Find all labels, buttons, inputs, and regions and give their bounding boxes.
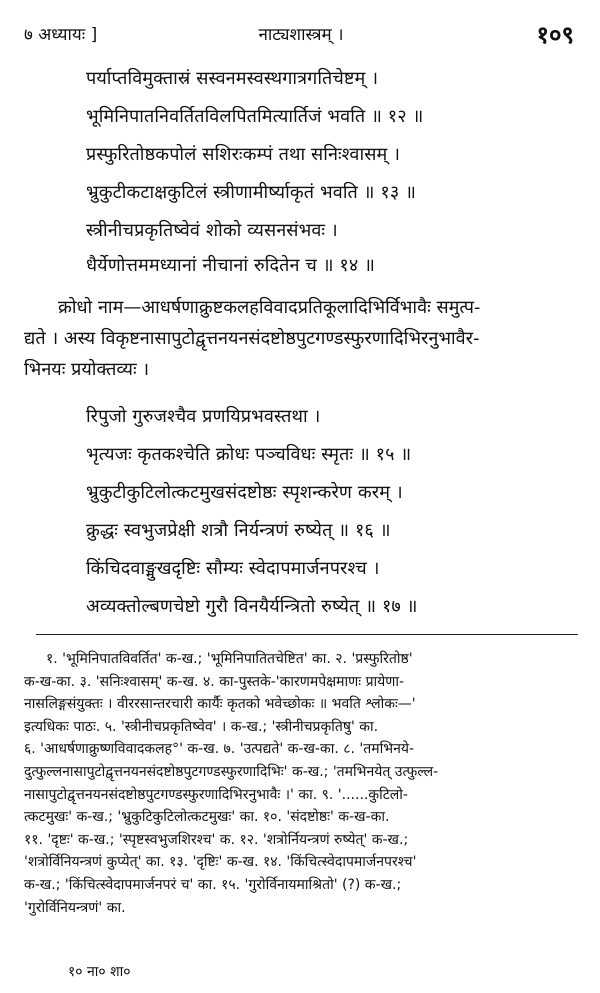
verse-line: किंचिदवाङ्मुखदृष्टिः सौम्यः स्वेदापमार्जनपरश्च । [86,558,380,579]
verse-line: स्त्रीनीचप्रकृतिष्वेवं शोको व्यसनसंभवः । [86,220,338,241]
verse-line: प्रस्फुरितोष्ठकपोलं सशिरःकम्पं तथा सनिःश्वासम् । [86,144,401,165]
prose-line: द्यते । अस्य विकृष्टनासापुटोद्वृत्तनयनसंदष्टोष्ठपुटगण्डस्फुरणादिभिरनुभावैर- [24,328,480,349]
running-header [24,18,578,48]
verse-line: भूमिनिपातनिवर्तितविलपितमित्यार्तिजं भवति ॥ १२ ॥ [86,106,424,127]
footnote-line: क-ख.; 'किंचित्स्वेदापमार्जनपरं च' का. १५. 'गुरोर्विनायमाश्रितो' (?) क-ख.; [24,876,402,893]
footnote-line: इत्यधिकः पाठः. ५. 'स्त्रीनीचप्रकृतिष्वेव' । क-ख.; 'स्त्रीनीचप्रकृतिषु' का. [24,718,379,735]
footnote-line: ६. 'आधर्षणाक्रुष्णविवादकलह°' क-ख. ७. 'उत्पद्यते' क-ख-का. ८. 'तमभिनये- [24,741,415,758]
footnote-line: 'शत्रोर्विनियन्त्रणं कुप्येत्' का. १३. 'दृष्टिः' क-ख. १४. 'किंचित्स्वेदापमार्जनपरश्च' [24,854,417,871]
verse-line: धैर्येणोत्तममध्यानां नीचानां रुदितेन च ॥ १४ ॥ [86,255,376,276]
verse-line: अव्यक्तोल्बणचेष्टो गुरौ विनयैर्यन्त्रितो रुष्येत् ॥ १७ ॥ [86,596,418,617]
footnotes [24,648,578,919]
footnote-divider [36,634,578,635]
chapter-label: ७ अध्यायः ] [24,25,98,45]
footnote-line: क-ख-का. ३. 'सनिःश्वासम्' क-ख. ४. का-पुस्तके-'कारणमपेक्षमाणः प्रायेणा- [24,673,405,690]
footnote-line: ११. 'दृष्टः' क-ख.; 'स्पृष्टस्वभुजशिरश्च' क. १२. 'शत्रोर्नियन्त्रणं रुष्येत्' क-ख.; [24,831,409,848]
verse-line: भ्रुकुटीकटाक्षकुटिलं स्त्रीणामीर्ष्याकृतं भवति ॥ १३ ॥ [86,182,416,203]
prose-line: क्रोधो नाम—आधर्षणाक्रुष्टकलहविवादप्रतिकूलादिभिर्विभावैः समुत्प- [58,297,481,318]
signature-mark: १० ना० शा० [68,964,131,980]
verse-line: भृत्यजः कृतकश्चेति क्रोधः पञ्चविधः स्मृतः ॥ १५ ॥ [86,444,412,465]
footnote-line: नासलिङ्गसंयुक्तः । वीररसान्तरचारी कार्यैः कृतको भवेच्छोकः ॥ भवति श्लोकः—' [24,696,416,713]
footnote-line: 'गुरोर्विनियन्त्रणं' का. [24,899,126,916]
footnote-line: त्कटमुखः' क-ख.; 'भ्रुकुटिकुटिलोत्कटमुखः' का. १०. 'संदष्टोष्ठः' क-ख-का. [24,809,390,826]
page-number: १०९ [536,21,574,49]
footnote-line: दुत्फुल्लनासापुटोद्वृत्तनयनसंदष्टोष्ठपुटगण्डस्फुरणादिभिः' क-ख.; 'तमभिनयेत् उत्फुल्ल- [24,763,439,780]
footnote-line: नासापुटोद्वृत्तनयनसंदष्टोष्ठपुटगण्डस्फुरणादिभिरनुभावैः ।' का. ९. '......कुटिलो- [24,786,408,803]
prose-paragraph [24,292,578,385]
footnote-line: १. 'भूमिनिपातविवर्तित' क-ख.; 'भूमिनिपातितचेष्टित' का. २. 'प्रस्फुरितोष्ठ' [46,651,413,667]
verse-line: पर्याप्तविमुक्तास्रं सस्वनमस्वस्थगात्रगतिचेष्टम् । [86,68,379,89]
verse-line: रिपुजो गुरुजश्चैव प्रणयिप्रभवस्तथा । [86,406,321,427]
verse-line: भ्रुकुटीकुटिलोत्कटमुखसंदष्टोष्ठः स्पृशन्करेण करम् । [86,482,403,503]
book-title: नाट्यशास्त्रम् । [258,25,344,45]
prose-line: भिनयः प्रयोक्तव्यः । [24,359,150,380]
verse-line: क्रुद्धः स्वभुजप्रेक्षी शत्रौ निर्यन्त्रणं रुष्येत् ॥ १६ ॥ [86,520,391,541]
